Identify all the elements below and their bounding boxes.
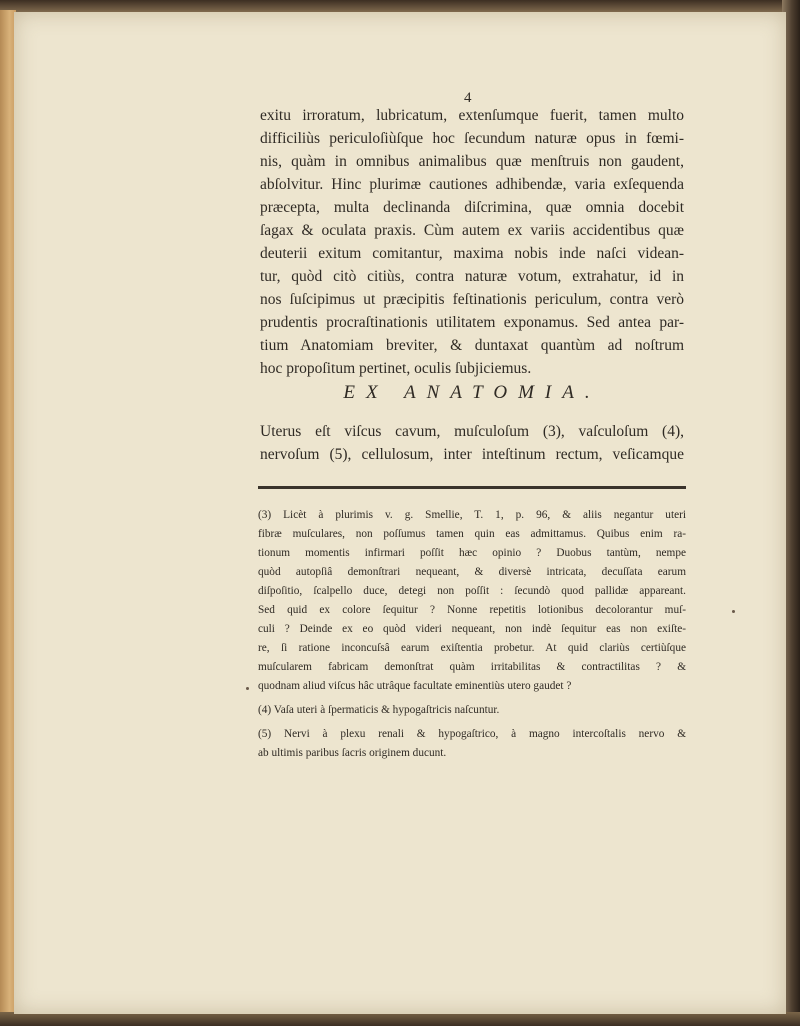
- body-line: nos ſuſcipimus ut præcipitis feſtinationis periculum, contra verò: [260, 291, 684, 308]
- body-line: nis, quàm in omnibus animalibus quæ menſtruis non gaudent,: [260, 153, 684, 170]
- footnote-3-line: (3) Licèt à plurimis v. g. Smellie, T. 1, p. 96, & aliis negantur uteri: [258, 509, 686, 521]
- footnote-rule: [258, 486, 686, 489]
- footnote-3-line: tionum momentis infirmari poſſit hæc opinio ? Duobus tantùm, nempe: [258, 547, 686, 559]
- body-line: prudentis procraſtinationis utilitatem exponamus. Sed antea par-: [260, 314, 684, 331]
- body-line: hoc propoſitum pertinet, oculis ſubjiciemus.: [260, 360, 532, 377]
- footnote-3-line: re, ſi ratione inconcuſsâ earum exiſtentia probetur. At quid clariùs certiùſque: [258, 642, 686, 654]
- footnote-3-line: culi ? Deinde ex eo quòd videri nequeant, non indè ſequitur eas non exiſte-: [258, 623, 686, 635]
- body-line: abſolvitur. Hinc plurimæ cautiones adhibendæ, varia exſequenda: [260, 176, 684, 193]
- body-line: difficiliùs periculoſiùſque hoc ſecundum naturæ opus in fœmi-: [260, 130, 684, 147]
- footnote-3-line: quodnam aliud viſcus hâc utrâque facultate eminentiùs utero gaudet ?: [258, 680, 572, 692]
- section-line: Uterus eſt viſcus cavum, muſculoſum (3), vaſculoſum (4),: [260, 423, 684, 440]
- page-number: 4: [464, 90, 472, 106]
- body-line: exitu irroratum, lubricatum, extenſumque fuerit, tamen multo: [260, 107, 684, 124]
- paper-speck: [732, 610, 735, 613]
- body-line: præcepta, multa declinanda diſcrimina, quæ omnia docebit: [260, 199, 684, 216]
- footnote-3-line: diſpoſitio, ſcalpello duce, detegi non poſſit : ſecundò quod pallidæ appareant.: [258, 585, 686, 597]
- footnote-3-line: Sed quid ex colore ſequitur ? Nonne repetitis lotionibus decolorantur muſ-: [258, 604, 686, 616]
- book-page: [14, 12, 786, 1014]
- body-line: ſagax & oculata praxis. Cùm autem ex variis accidentibus quæ: [260, 222, 684, 239]
- body-line: tium Anatomiam breviter, & duntaxat quantùm ad noſtrum: [260, 337, 684, 354]
- book-bottom-edge: [0, 1012, 800, 1026]
- footnote-5-line: (5) Nervi à plexu renali & hypogaſtrico, à magno intercoſtalis nervo &: [258, 728, 686, 740]
- paper-speck: [246, 687, 249, 690]
- body-line: tur, quòd citò citiùs, contra naturæ votum, extrahatur, id in: [260, 268, 684, 285]
- footnote-3-line: fibræ muſculares, non poſſumus tamen quin eas admittamus. Quibus enim ra-: [258, 528, 686, 540]
- footnote-3-line: quòd autopſiâ demonſtrari nequeant, & diversè intricata, decuſſata earum: [258, 566, 686, 578]
- section-heading: EX ANATOMIA.: [343, 382, 601, 403]
- section-line: nervoſum (5), cellulosum, inter inteſtinum rectum, veſicamque: [260, 446, 684, 463]
- footnote-5-line: ab ultimis paribus ſacris originem ducunt.: [258, 747, 447, 759]
- body-line: deuterii exitum comitantur, maxima nobis inde naſci videan-: [260, 245, 684, 262]
- footnote-4: (4) Vaſa uteri à ſpermaticis & hypogaſtricis naſcuntur.: [258, 704, 500, 716]
- footnote-3-line: muſcularem fabricam demonſtrat quàm irritabilitas & contractilitas ? &: [258, 661, 686, 673]
